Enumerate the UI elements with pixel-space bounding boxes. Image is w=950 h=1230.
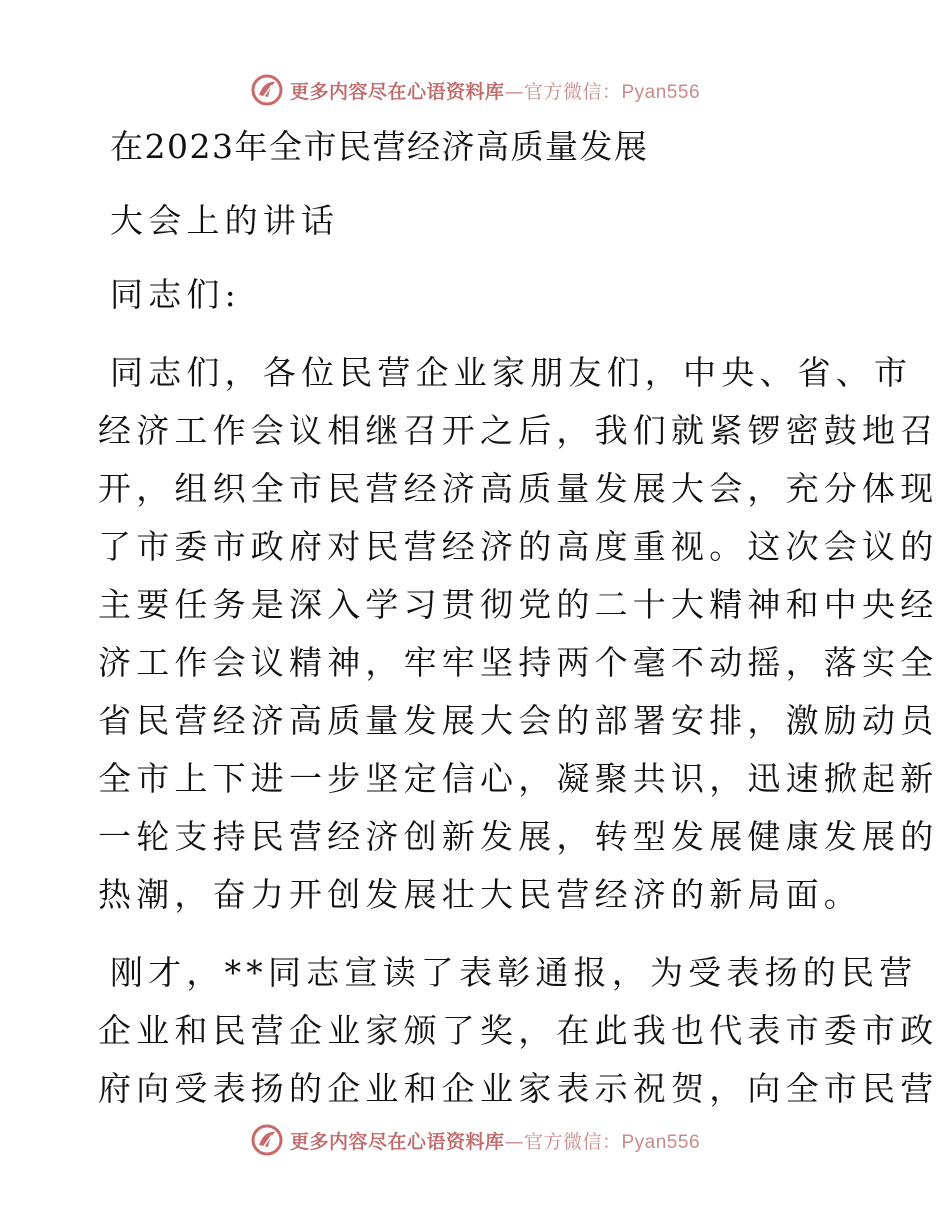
paragraph-line: 济工作会议精神，牢牢坚持两个毫不动摇，落实全: [98, 643, 939, 682]
watermark-id: Pyan556: [621, 81, 701, 103]
paragraph-1: [98, 344, 939, 924]
paragraph-line: 刚才，**同志宣读了表彰通报，为受表扬的民营: [110, 953, 918, 992]
brand-logo-icon: [250, 1123, 284, 1157]
document-body: [98, 118, 939, 1118]
watermark-text: [290, 1127, 700, 1154]
watermark-text: [290, 77, 700, 104]
paragraph-line: 热潮，奋力开创发展壮大民营经济的新局面。: [98, 875, 862, 914]
watermark-dash: —: [504, 80, 524, 103]
watermark-sub: 官方微信：: [523, 80, 622, 103]
paragraph-line: 省民营经济高质量发展大会的部署安排，激励动员: [98, 701, 939, 740]
paragraph-line: 主要任务是深入学习贯彻党的二十大精神和中央经: [98, 585, 939, 624]
paragraph-line: 开，组织全市民营经济高质量发展大会，充分体现: [98, 469, 939, 508]
document-title-line-1: 在2023年全市民营经济高质量发展: [110, 127, 649, 166]
paragraph-line: 一轮支持民营经济创新发展，转型发展健康发展的: [98, 817, 939, 856]
paragraph-line: 府向受表扬的企业和企业家表示祝贺，向全市民营: [98, 1069, 939, 1108]
paragraph-2: [98, 944, 939, 1118]
watermark-sub: 官方微信：: [523, 1130, 622, 1153]
watermark-main: 更多内容尽在心语资料库: [289, 1130, 505, 1153]
document-title-line-2: 大会上的讲话: [110, 201, 340, 240]
watermark-dash: —: [504, 1130, 524, 1153]
paragraph-line: 同志们，各位民营企业家朋友们，中央、省、市: [110, 353, 913, 392]
footer-watermark: [0, 1120, 950, 1160]
salutation: 同志们:: [110, 275, 241, 314]
brand-logo-icon: [250, 73, 284, 107]
paragraph-line: 企业和民营企业家颁了奖，在此我也代表市委市政: [98, 1011, 939, 1050]
paragraph-line: 全市上下进一步坚定信心，凝聚共识，迅速掀起新: [98, 759, 939, 798]
paragraph-line: 了市委市政府对民营经济的高度重视。这次会议的: [98, 527, 939, 566]
paragraph-line: 经济工作会议相继召开之后，我们就紧锣密鼓地召: [98, 411, 939, 450]
watermark-main: 更多内容尽在心语资料库: [289, 80, 505, 103]
watermark-id: Pyan556: [621, 1131, 701, 1153]
header-watermark: [0, 70, 950, 110]
